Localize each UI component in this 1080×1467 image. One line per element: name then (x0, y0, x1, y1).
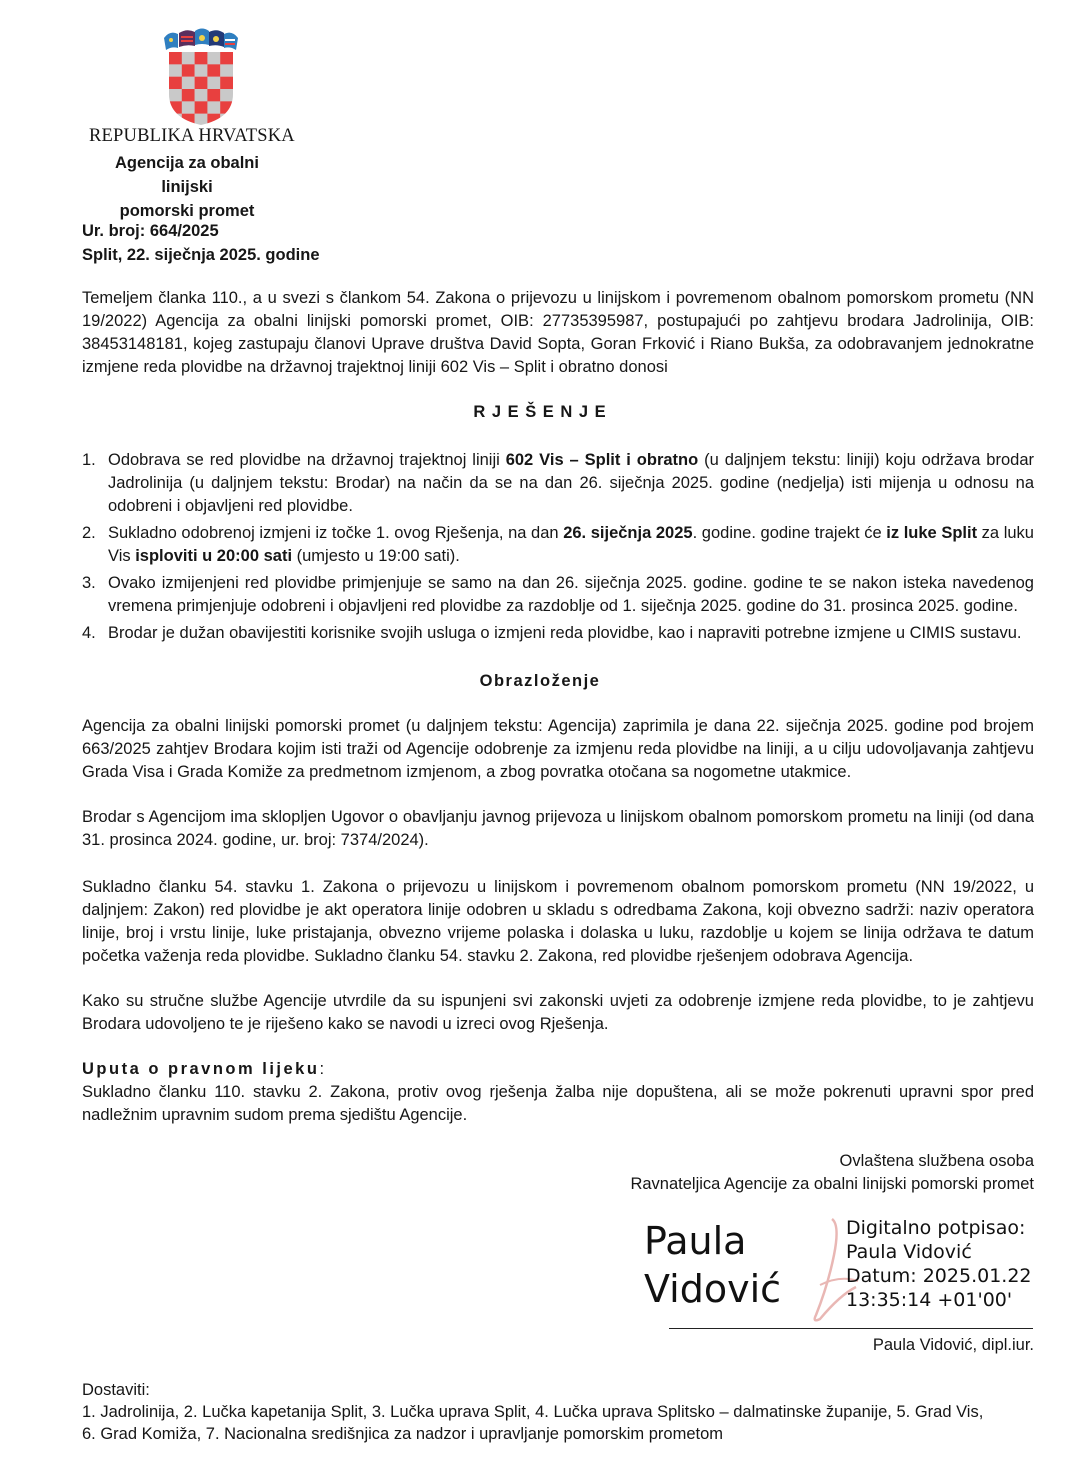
shield-square (169, 52, 182, 65)
item-text: Odobrava se red plovidbe na državnoj trajektnoj liniji (108, 451, 506, 469)
shield-square (207, 114, 220, 126)
shield-square (182, 77, 195, 90)
item-bold-text: isploviti u 20:00 sati (135, 547, 293, 565)
item-bold-text: 26. siječnja 2025 (563, 524, 693, 542)
shield-square (195, 114, 208, 126)
intro-paragraph: Temeljem članka 110., a u svezi s člankom 54. Zakona o prijevozu u linijskom i povremenom obalnom pomorskom prometu (NN 19/2022) Agencija za obalni linijski pomorski promet, OIB: 27735395987, postupajući po zahtjevu brodara Jadrolinija, OIB: 38453148181, kojeg zastupaju članovi Uprave društva David Sopta, Goran Frković i Riano Bukša, za odobravanjem jednokratne izmjene reda plovidbe na državnoj trajektnoj liniji 602 Vis – Split i obratno donosi (82, 289, 1034, 376)
item-bold-text: 602 Vis – Split i obratno (505, 451, 699, 469)
signature-first-name: Paula (644, 1219, 747, 1263)
delivery-block (82, 1379, 1034, 1445)
shield-square (195, 77, 208, 90)
agency-name-line2: pomorski promet (119, 202, 255, 220)
item-number: 4. (82, 624, 96, 642)
shield-square (182, 52, 195, 65)
shield-square (195, 101, 208, 114)
reference-number: Ur. broj: 664/2025 (82, 222, 219, 240)
legal-remedy-colon: : (319, 1060, 325, 1078)
item-text: Sukladno odobrenoj izmjeni iz točke 1. ovog Rješenja, na dan (108, 524, 564, 542)
shield-square (207, 101, 220, 114)
shield-square (207, 89, 220, 102)
shield-square (169, 64, 182, 77)
decision-list (82, 449, 1034, 649)
shield-square (169, 101, 182, 114)
shield-square (220, 77, 233, 90)
decision-item (82, 572, 1034, 618)
croatian-coat-of-arms-icon (162, 26, 240, 126)
item-number: 3. (82, 574, 96, 592)
shield-square (207, 77, 220, 90)
shield-square (220, 52, 233, 65)
digital-signed-label: Digitalno potpisao: (846, 1217, 1026, 1239)
delivery-line: 6. Grad Komiža, 7. Nacionalna središnjica za nadzor i upravljanje pomorskim prometom (82, 1425, 724, 1443)
shield-square (207, 52, 220, 65)
shield-square (182, 64, 195, 77)
shield-square (169, 89, 182, 102)
signature-last-name: Vidović (644, 1267, 782, 1311)
item-text: (umjesto u 19:00 sati). (292, 547, 460, 565)
republic-title: REPUBLIKA HRVATSKA (89, 126, 295, 146)
place-date: Split, 22. siječnja 2025. godine (82, 246, 320, 264)
digital-signed-time: 13:35:14 +01'00' (846, 1289, 1013, 1311)
shield-square (220, 101, 233, 114)
item-number: 1. (82, 451, 96, 469)
legal-remedy (82, 1058, 1034, 1127)
signatory-block (630, 1150, 1034, 1196)
shield-square (220, 89, 233, 102)
shield-square (207, 64, 220, 77)
item-text: (u daljnjem tekstu: liniji) koju održava brodar Jadrolinija (u daljnjem tekstu: Brodar) na način da se na dan 26. siječnja 2025. godine (nedjelja) isti mijenja u odnosu na odobreni i objavljeni red plovidbe. (108, 451, 1034, 515)
document-meta (82, 219, 320, 267)
crown-icon (164, 29, 238, 51)
reasoning-paragraph: Brodar s Agencijom ima sklopljen Ugovor o obavljanju javnog prijevoza u linijskom obalnom pomorskom prometu na liniji (od dana 31. prosinca 2024. godine, ur. broj: 7374/2024). (82, 808, 1034, 849)
shield-square (169, 77, 182, 90)
delivery-line: 1. Jadrolinija, 2. Lučka kapetanija Split, 3. Lučka uprava Split, 4. Lučka uprava Splitsko – dalmatinske županije, 5. Grad Vis, (82, 1403, 984, 1421)
agency-name-line1: Agencija za obalni linijski (115, 154, 259, 196)
signatory-role: Ovlaštena službena osoba (839, 1152, 1034, 1170)
printed-name: Paula Vidović, dipl.iur. (872, 1336, 1034, 1354)
reasoning-paragraph: Kako su stručne službe Agencije utvrdile da su ispunjeni svi zakonski uvjeti za odobrenje izmjene reda plovidbe, to je zahtjevu Brodara udovoljeno te je riješeno kako se navodi u izreci ovog Rješenja. (82, 992, 1034, 1033)
shield-square (182, 114, 195, 126)
signature-name (644, 1217, 781, 1313)
item-bold-text: iz luke Split (886, 524, 978, 542)
decision-title: R J E Š E N J E (473, 403, 607, 421)
legal-remedy-text: Sukladno članku 110. stavku 2. Zakona, protiv ovog rješenja žalba nije dopuštena, ali se može pokrenuti upravni spor pred nadležnim upravnim sudom prema sjedištu Agencije. (82, 1083, 1034, 1124)
shield-square (169, 114, 182, 126)
shield-square (195, 64, 208, 77)
digital-signed-date: Datum: 2025.01.22 (846, 1265, 1032, 1287)
legal-remedy-title: Uputa o pravnom lijeku (82, 1060, 320, 1078)
reasoning-paragraph: Sukladno članku 54. stavku 1. Zakona o prijevozu u linijskom i povremenom obalnom pomorskom prometu (NN 19/2022, u daljnjem: Zakon) red plovidbe je akt operatora linije odobren u skladu s odredbama Zakona, koji obvezno sadrži: naziv operatora linije, broj i vrstu linije, luke pristajanja, obvezno vrijeme polaska i dolaska u luku, razdoblje u kojem se linija održava te datum početka važenja reda plovidbe. Sukladno članku 54. stavku 2. Zakona, red plovidbe rješenjem odobrava Agencija. (82, 878, 1034, 965)
shield-square (195, 52, 208, 65)
signature-line (669, 1328, 1033, 1329)
shield-square (220, 64, 233, 77)
digital-signature-info (846, 1216, 1032, 1312)
reasoning-paragraph: Agencija za obalni linijski pomorski promet (u daljnjem tekstu: Agencija) zaprimila je dana 22. siječnja 2025. godine pod brojem 663/2025 zahtjev Brodara kojim isti traži od Agencije odobrenje za izmjenu reda plovidbe na liniji, a u cilju udovoljavanja zahtjevu Grada Visa i Grada Komiže za predmetnom izmjenom, a zbog povratka otočana sa nogometne utakmice. (82, 717, 1034, 781)
decision-item (82, 522, 1034, 568)
item-text: Brodar je dužan obavijestiti korisnike svojih usluga o izmjeni reda plovidbe, kao i napraviti potrebne izmjene u CIMIS sustavu. (108, 624, 1022, 642)
item-text: Ovako izmijenjeni red plovidbe primjenjuje se samo na dan 26. siječnja 2025. godine. godine te se nakon isteka navedenog vremena primjenjuje odobreni i objavljeni red plovidbe za razdoblje od 1. siječnja 2025. godine do 31. prosinca 2025. godine. (108, 574, 1034, 615)
decision-item (82, 449, 1034, 518)
item-number: 2. (82, 524, 96, 542)
signatory-title: Ravnateljica Agencije za obalni linijski pomorski promet (630, 1175, 1034, 1193)
item-text: . godine. godine trajekt će (692, 524, 887, 542)
agency-name (89, 151, 285, 223)
item-text: za luku Vis (108, 524, 1034, 565)
shield-square (195, 89, 208, 102)
shield-square (220, 114, 233, 126)
shield-square (182, 89, 195, 102)
digital-signed-name: Paula Vidović (846, 1241, 972, 1263)
shield-square (182, 101, 195, 114)
decision-item (82, 622, 1034, 645)
reasoning-title: Obrazloženje (479, 672, 601, 690)
delivery-title: Dostaviti: (82, 1381, 150, 1399)
